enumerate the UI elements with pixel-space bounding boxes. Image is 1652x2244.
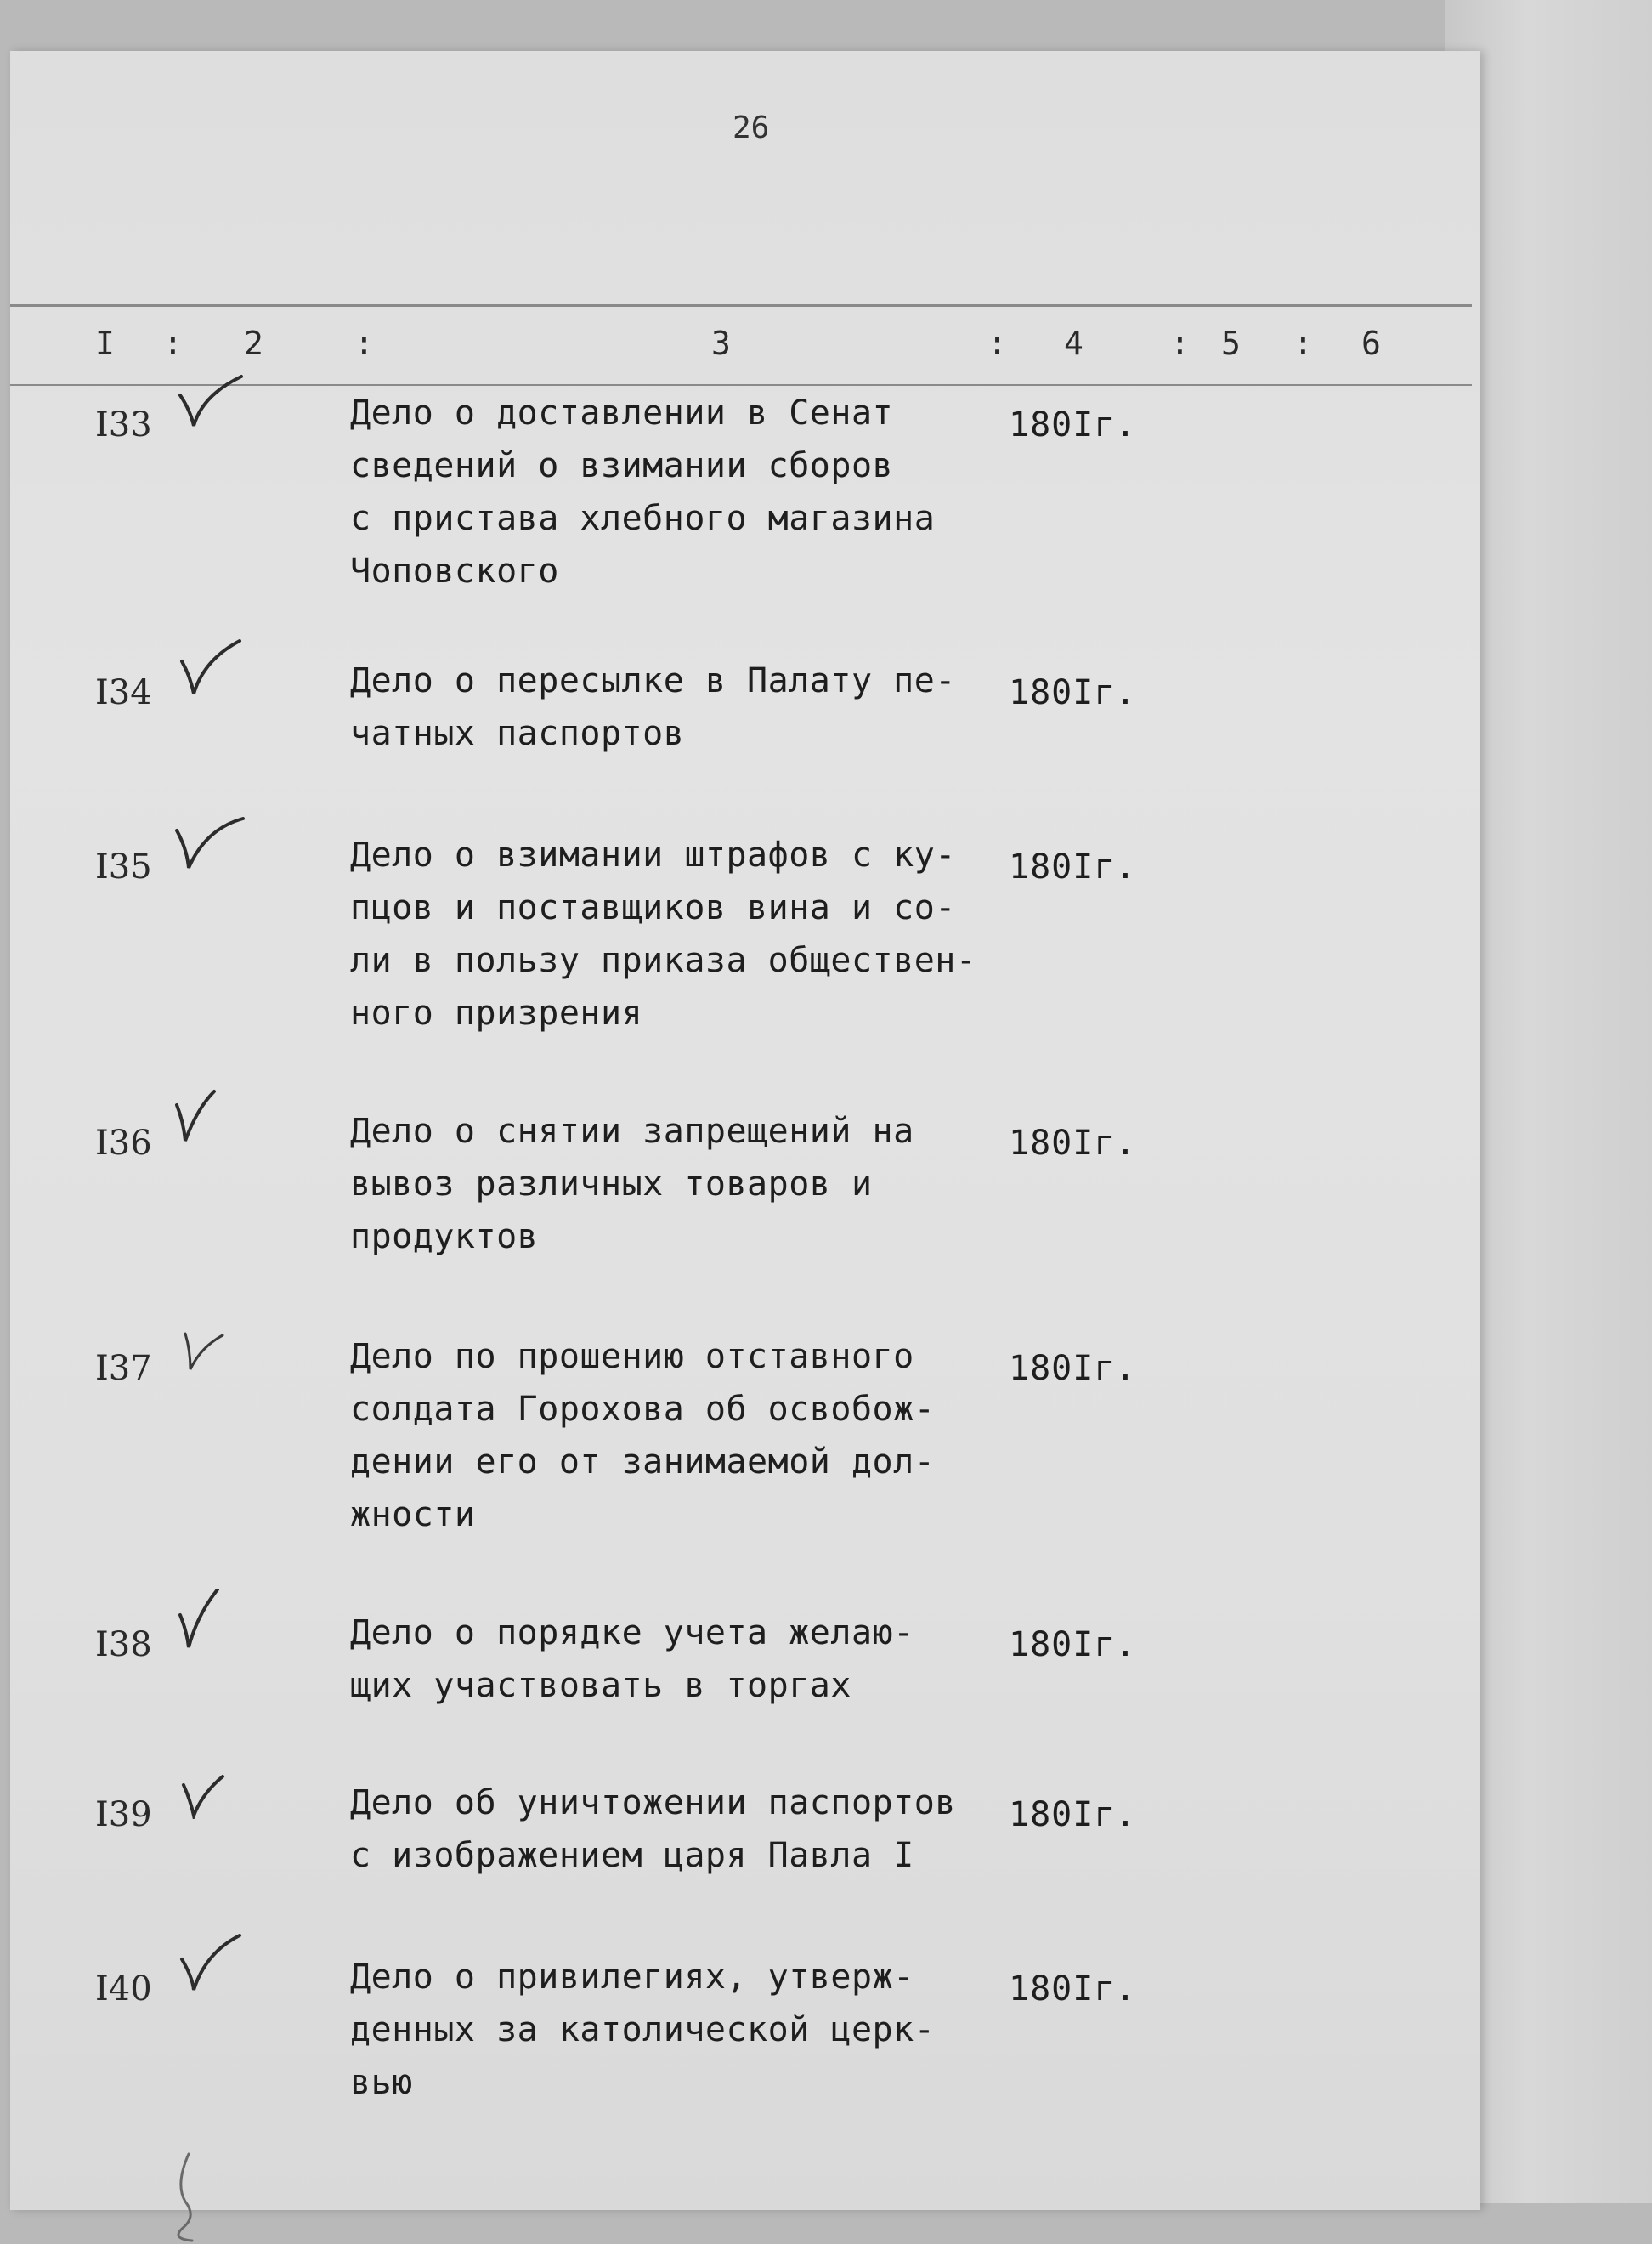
header-rule-top (10, 304, 1472, 307)
entry-number: I38 (95, 1625, 152, 1664)
entry-title: Дело о порядке учета желаю- щих участвовать в торгах (350, 1613, 914, 1705)
entry-title: Дело о привилегиях, утверж- денных за католической церк- вью (350, 1958, 936, 2102)
entry-number: I34 (95, 673, 152, 712)
check-icon (172, 1590, 248, 1649)
column-header-3: 3 (711, 325, 731, 362)
check-icon (172, 1313, 248, 1373)
entry-year: 180Iг. (1009, 1349, 1137, 1388)
entry-year: 180Iг. (1009, 1625, 1137, 1664)
column-separator: : (987, 325, 1007, 362)
entry-year: 180Iг. (1009, 405, 1137, 445)
check-icon (172, 1934, 248, 1993)
column-separator: : (163, 325, 183, 362)
column-header-6: 6 (1361, 325, 1381, 362)
entry-number: I37 (95, 1349, 152, 1388)
check-icon (172, 1760, 248, 1819)
check-icon (172, 1088, 248, 1148)
entry-title: Дело о доставлении в Сенат сведений о взимании сборов с пристава хлебного магазина Чоповского (350, 394, 936, 591)
entry-number: I40 (95, 1969, 152, 2009)
entry-title: Дело о пересылке в Палату пе- чатных паспортов (350, 661, 956, 753)
entry-year: 180Iг. (1009, 1795, 1137, 1834)
entry-title: Дело об уничтожении паспортов с изображением царя Павла I (350, 1783, 956, 1875)
check-icon (172, 370, 248, 429)
pencil-mark-icon (163, 2150, 214, 2244)
entry-year: 180Iг. (1009, 1124, 1137, 1163)
entry-year: 180Iг. (1009, 673, 1137, 712)
column-header-4: 4 (1064, 325, 1083, 362)
column-separator: : (1170, 325, 1190, 362)
column-separator: : (354, 325, 374, 362)
column-header-2: 2 (244, 325, 263, 362)
entry-number: I35 (95, 847, 152, 887)
document-page (10, 51, 1480, 2210)
entry-title: Дело по прошению отставного солдата Горохова об освобож- дении его от занимаемой дол- жности (350, 1337, 936, 1534)
column-separator: : (1293, 325, 1313, 362)
entry-year: 180Iг. (1009, 847, 1137, 887)
entry-number: I36 (95, 1124, 152, 1163)
check-icon (172, 638, 248, 697)
check-icon (172, 812, 248, 871)
column-header-5: 5 (1221, 325, 1241, 362)
page-number: 26 (733, 110, 770, 145)
column-header-1: I (95, 325, 115, 362)
entry-title: Дело о взимании штрафов с ку- пцов и поставщиков вина и со- ли в пользу приказа обществен- ного призрения (350, 836, 977, 1033)
entry-title: Дело о снятии запрещений на вывоз различных товаров и продуктов (350, 1112, 914, 1256)
entry-number: I33 (95, 405, 152, 445)
entry-year: 180Iг. (1009, 1969, 1137, 2009)
entry-number: I39 (95, 1795, 152, 1834)
